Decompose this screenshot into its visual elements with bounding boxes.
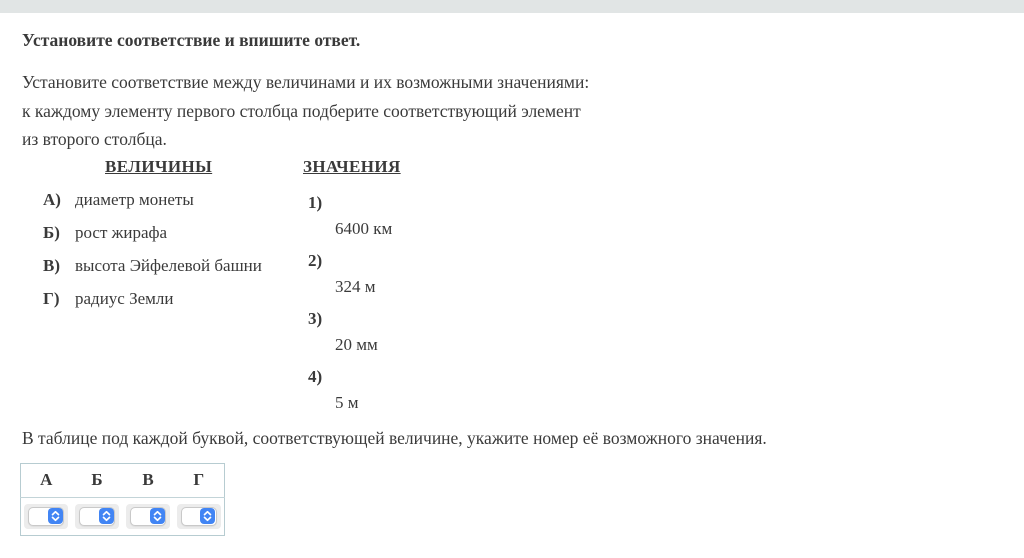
answer-select-b[interactable] [75,504,119,529]
answer-cell-a [21,497,72,535]
answer-column-header-a: А [21,463,72,497]
answer-table-header-row [21,463,225,497]
quantity-text: рост жирафа [75,222,168,242]
value-text: 5 м [335,392,359,412]
quantity-text: диаметр монеты [75,189,194,209]
quantity-text: высота Эйфелевой башни [75,255,262,275]
task-instructions [22,68,1002,154]
value-item-3 [303,306,663,358]
value-text: 6400 км [335,218,393,238]
quantities-column-header: ВЕЛИЧИНЫ [105,156,213,176]
value-item-4 [303,364,663,416]
chevron-up-down-icon [99,508,114,524]
value-number: 3) [308,308,323,328]
quantities-column [22,156,303,422]
answer-cell-g [174,497,225,535]
answer-instruction: В таблице под каждой буквой, соответствующей величине, укажите номер её возможного значения. [22,427,767,448]
quantity-item-b [22,223,303,256]
answer-table [20,463,225,536]
value-item-2 [303,248,663,300]
quantity-item-a [22,190,303,223]
answer-column-header-v: В [123,463,174,497]
chevron-up-down-icon [48,508,63,524]
value-number: 1) [308,192,323,212]
chevron-up-down-icon [150,508,165,524]
top-bar [0,0,1024,13]
task-content [0,30,1024,536]
task-instructions-line: к каждому элементу первого столбца подберите соответствующий элемент [22,100,581,121]
task-instructions-line: из второго столбца. [22,129,167,149]
matching-area [22,156,1002,422]
answer-cell-b [72,497,123,535]
answer-table-select-row [21,497,225,535]
value-item-1 [303,190,663,242]
value-text: 20 мм [335,334,378,354]
answer-select-v[interactable] [126,504,170,529]
task-instructions-line: Установите соответствие между величинами и их возможными значениями: [22,72,590,92]
quantity-letter: Б) [43,222,60,242]
quantity-letter: А) [43,189,61,209]
page-title: Установите соответствие и впишите ответ. [22,30,361,50]
quantity-item-g [22,289,303,322]
answer-select-g[interactable] [177,504,221,529]
quantity-item-v [22,256,303,289]
answer-column-header-g: Г [174,463,225,497]
values-column [303,156,663,422]
answer-cell-v [123,497,174,535]
quantity-letter: Г) [43,288,60,308]
answer-select-a[interactable] [24,504,68,529]
value-number: 2) [308,250,323,270]
values-column-header: ЗНАЧЕНИЯ [303,156,401,176]
answer-column-header-b: Б [72,463,123,497]
chevron-up-down-icon [200,508,215,524]
value-text: 324 м [335,276,376,296]
quantity-text: радиус Земли [75,288,174,308]
value-number: 4) [308,366,323,386]
quantity-letter: В) [43,255,60,275]
